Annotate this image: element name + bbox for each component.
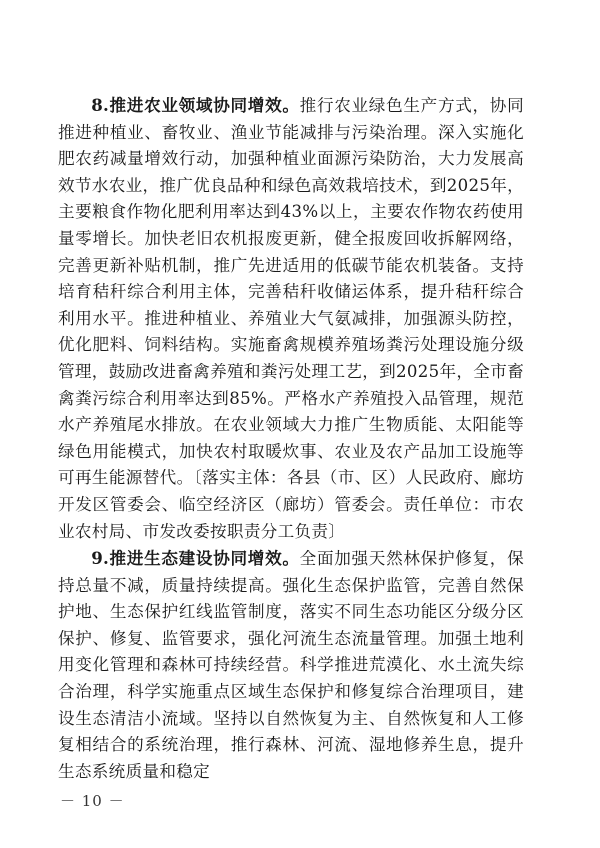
section-heading-9: 9.推进生态建设协同增效。 xyxy=(91,548,300,569)
document-body xyxy=(58,92,524,785)
page-number: － 10 － xyxy=(60,792,125,810)
paragraph-ecology xyxy=(58,545,524,785)
paragraph-text-8: 推行农业绿色生产方式，协同推进种植业、畜牧业、渔业节能减排与污染治理。深入实施化肥农药减量增效行动，加强种植业面源污染防治，大力发展高效节水农业，推广优良品种和绿色高效栽培技术，到2025年，主要粮食作物化肥利用率达到43%以上，主要农作物农药使用量零增长。加快老旧农机报废更新，健全报废回收拆解网络，完善更新补贴机制，推广先进适用的低碳节能农机装备。支持培育秸秆综合利用主体，完善秸秆收储运体系，提升秸秆综合利用水平。推进种植业、养殖业大气氨减排，加强源头防控，优化肥料、饲料结构。实施畜禽规模养殖场粪污处理设施分级管理，鼓励改进畜禽养殖和粪污处理工艺，到2025年，全市畜禽粪污综合利用率达到85%。严格水产养殖投入品管理，规范水产养殖尾水排放。在农业领域大力推广生物质能、太阳能等绿色用能模式，加快农村取暖炊事、农业及农产品加工设施等可再生能源替代。〔落实主体：各县（市、区）人民政府、廊坊开发区管委会、临空经济区（廊坊）管委会。责任单位：市农业农村局、市发改委按职责分工负责〕 xyxy=(58,96,524,541)
section-heading-8: 8.推进农业领域协同增效。 xyxy=(91,95,300,115)
paragraph-text-9: 全面加强天然林保护修复，保持总量不减，质量持续提高。强化生态保护监管，完善自然保护地、生态保护红线监管制度，落实不同生态功能区分级分区保护、修复、监管要求，强化河流生态流量管理。加强土地利用变化管理和森林可持续经营。科学推进荒漠化、水土流失综合治理，科学实施重点区域生态保护和修复综合治理项目，建设生态清洁小流域。坚持以自然恢复为主、自然恢复和人工修复相结合的系统治理，推行森林、河流、湿地修养生息，提升生态系统质量和稳定 xyxy=(58,549,524,781)
paragraph-agriculture xyxy=(58,92,524,545)
